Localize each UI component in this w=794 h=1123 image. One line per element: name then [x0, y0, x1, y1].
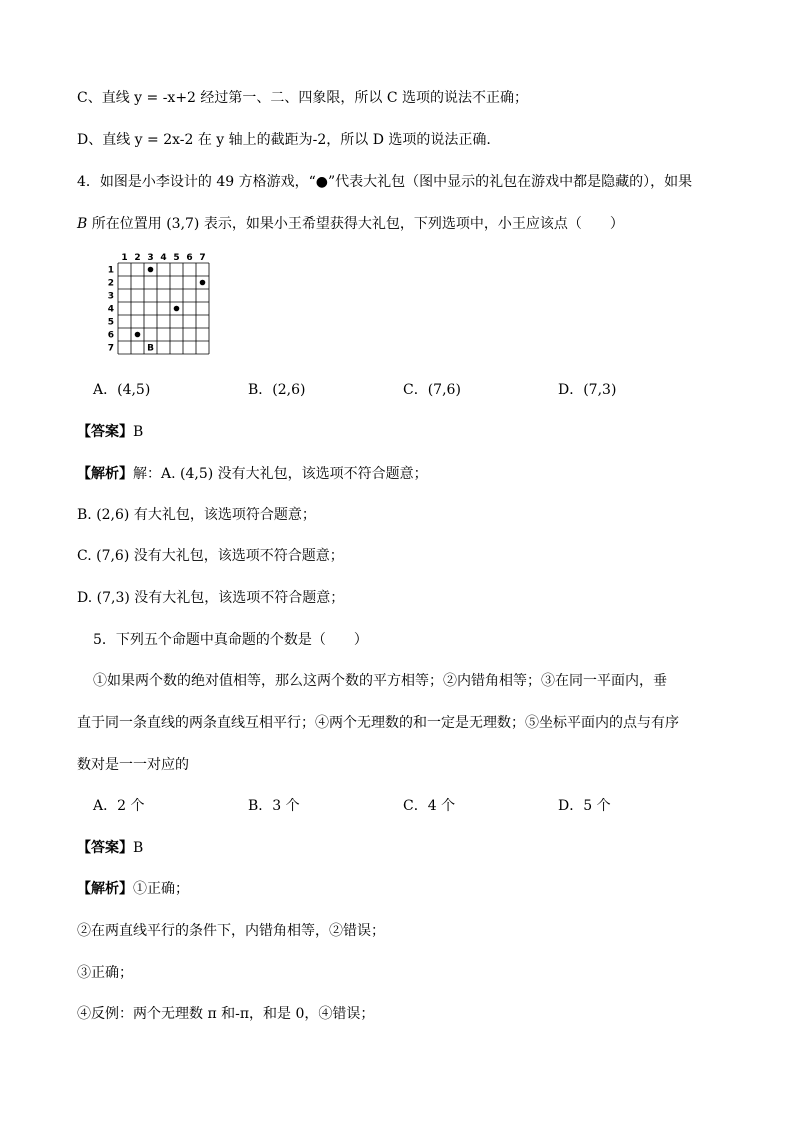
explanation-label: 【解析】 [77, 466, 133, 482]
grid-row-label: 4 [107, 304, 114, 315]
question-5-body-1: ①如果两个数的绝对值相等，那么这两个数的平方相等；②内错角相等；③在同一平面内，垂 [93, 673, 667, 689]
explanation-5-1 [77, 880, 189, 898]
answer-value: B [133, 424, 144, 440]
gift-dot [174, 306, 180, 312]
explanation-4-c: C. (7,6) 没有大礼包，该选项不符合题意； [77, 548, 344, 564]
grid-col-label: 6 [186, 253, 193, 263]
q4-option-b: B．(2,6) [248, 382, 306, 398]
q4-option-c: C．(7,6) [403, 382, 461, 398]
answer-label: 【答案】 [77, 840, 133, 856]
game-grid-figure [104, 250, 219, 355]
grid-col-label: 5 [173, 253, 180, 263]
question-5-body-3: 数对是一一对应的 [77, 757, 189, 773]
grid-col-label: 7 [199, 253, 206, 263]
q5-option-c: C．4 个 [403, 798, 456, 814]
explanation-5-2: ②在两直线平行的条件下，内错角相等，②错误； [77, 923, 385, 939]
gift-dot [148, 267, 154, 273]
grid-col-label: 1 [121, 253, 128, 263]
explanation-5-3: ③正确； [77, 965, 133, 981]
q5-option-d: D．5 个 [558, 798, 611, 814]
gift-dot [135, 332, 141, 338]
q5-option-b: B．3 个 [248, 798, 300, 814]
grid-row-label: 2 [107, 278, 114, 289]
q4-option-a: A．(4,5) [93, 382, 151, 398]
question-4-stem: 4．如图是小李设计的 49 方格游戏，“●”代表大礼包（图中显示的礼包在游戏中都是隐藏的），如果 [77, 174, 693, 190]
explanation-4-b: B. (2,6) 有大礼包，该选项符合题意； [77, 507, 316, 523]
point-b-label: B [77, 216, 88, 232]
explanation-label: 【解析】 [77, 881, 133, 897]
question-5-body-2: 直于同一条直线的两条直线互相平行；④两个无理数的和一定是无理数；⑤坐标平面内的点与有序 [77, 715, 679, 731]
grid-row-label: 3 [107, 291, 114, 302]
q5-option-a: A．2 个 [93, 798, 145, 814]
explanation-5-4: ④反例：两个无理数 π 和-π，和是 0，④错误； [77, 1006, 375, 1022]
grid-row-label: 6 [107, 330, 114, 341]
statement-d: D、直线 y = 2x-2 在 y 轴上的截距为-2，所以 D 选项的说法正确. [77, 132, 491, 148]
answer-5 [77, 839, 143, 857]
grid-row-label: 7 [107, 343, 114, 354]
answer-value: B [133, 840, 144, 856]
point-b-marker [147, 344, 154, 354]
q4-option-d: D．(7,3) [558, 382, 617, 398]
grid-row-label: 1 [107, 265, 114, 276]
answer-4 [77, 423, 143, 441]
grid-row-label: 5 [107, 317, 114, 328]
grid-col-label: 2 [134, 253, 141, 263]
point-b-text: B [147, 343, 154, 354]
answer-label: 【答案】 [77, 424, 133, 440]
explanation-text: 解：A. (4,5) 没有大礼包，该选项不符合题意； [133, 466, 428, 482]
question-4-stem-cont [77, 215, 624, 233]
explanation-4-a [77, 465, 428, 483]
grid-lines [118, 263, 209, 354]
explanation-text: ①正确； [133, 881, 189, 897]
row-labels [108, 266, 114, 354]
explanation-4-d: D. (7,3) 没有大礼包，该选项不符合题意； [77, 590, 345, 606]
question-5-stem: 5．下列五个命题中真命题的个数是（ ） [93, 632, 368, 648]
statement-c: C、直线 y = -x+2 经过第一、二、四象限，所以 C 选项的说法不正确； [77, 90, 529, 106]
grid-col-label: 3 [147, 253, 154, 263]
grid-col-label: 4 [160, 253, 167, 263]
column-labels [121, 253, 205, 263]
question-4-stem-text: 所在位置用 (3,7) 表示，如果小王希望获得大礼包，下列选项中，小王应该点（ ） [87, 216, 624, 232]
gift-dot [200, 280, 206, 286]
